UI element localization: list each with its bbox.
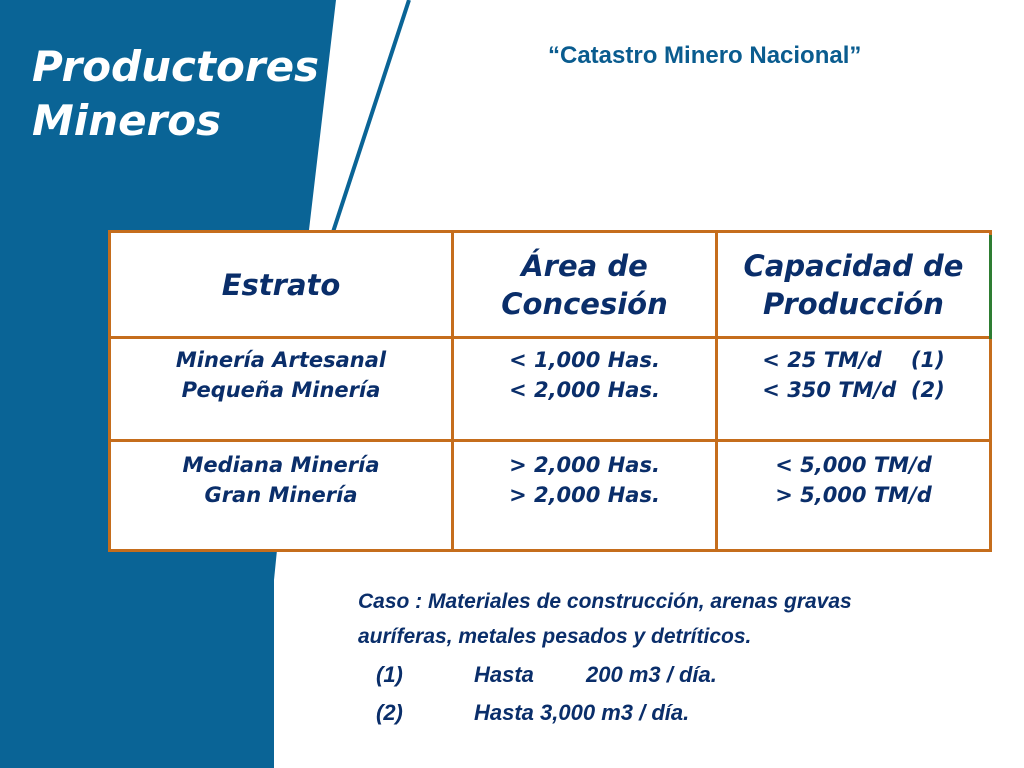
cell-text: < 350 TM/d (2) (762, 378, 945, 402)
table-header-area (454, 233, 715, 336)
slide-title (32, 40, 332, 148)
slide-subtitle: “Catastro Minero Nacional” (548, 42, 862, 69)
footnote-2-number: (2) (376, 700, 403, 725)
cell-text: > 2,000 Has. (509, 453, 660, 477)
case-note-line2: auríferas, metales pesados y detríticos. (358, 625, 752, 648)
table-row2-estrato (111, 442, 451, 549)
header-estrato-line1: Estrato (221, 267, 341, 302)
cell-text: Gran Minería (204, 483, 358, 507)
table-row1-estrato (111, 339, 451, 439)
slide-title-line1: Productores (32, 42, 320, 91)
table-green-edge (989, 235, 992, 339)
footnote-2-label: Hasta 3,000 m3 / día. (474, 700, 690, 725)
cell-text: < 1,000 Has. (509, 348, 660, 372)
header-capacidad-line2: Producción (763, 286, 944, 321)
table-row2-capacidad (718, 442, 989, 549)
case-note (358, 584, 998, 654)
header-area-line2: Concesión (501, 286, 668, 321)
table-row1-area (454, 339, 715, 439)
cell-text: < 2,000 Has. (509, 378, 660, 402)
diagonal-accent-line (333, 0, 409, 232)
header-area-line1: Área de (521, 248, 648, 283)
mining-strata-table (108, 230, 992, 552)
cell-text: Pequeña Minería (181, 378, 381, 402)
footnote-1-value: 200 m3 / día. (586, 662, 717, 687)
footnote-1-label: Hasta (474, 662, 534, 687)
table-header-capacidad (718, 233, 989, 336)
cell-text: > 5,000 TM/d (775, 483, 932, 507)
table-row2-area (454, 442, 715, 549)
cell-text: Minería Artesanal (175, 348, 387, 372)
footnote-1-number: (1) (376, 662, 403, 687)
cell-text: > 2,000 Has. (509, 483, 660, 507)
case-note-line1: Caso : Materiales de construcción, arenas gravas (358, 590, 852, 613)
table-header-estrato (111, 233, 451, 336)
table-row1-capacidad (718, 339, 989, 439)
cell-text: < 25 TM/d (1) (762, 348, 945, 372)
slide-title-line2: Mineros (32, 96, 222, 145)
header-capacidad-line1: Capacidad de (743, 248, 964, 283)
cell-text: < 5,000 TM/d (775, 453, 932, 477)
cell-text: Mediana Minería (182, 453, 380, 477)
